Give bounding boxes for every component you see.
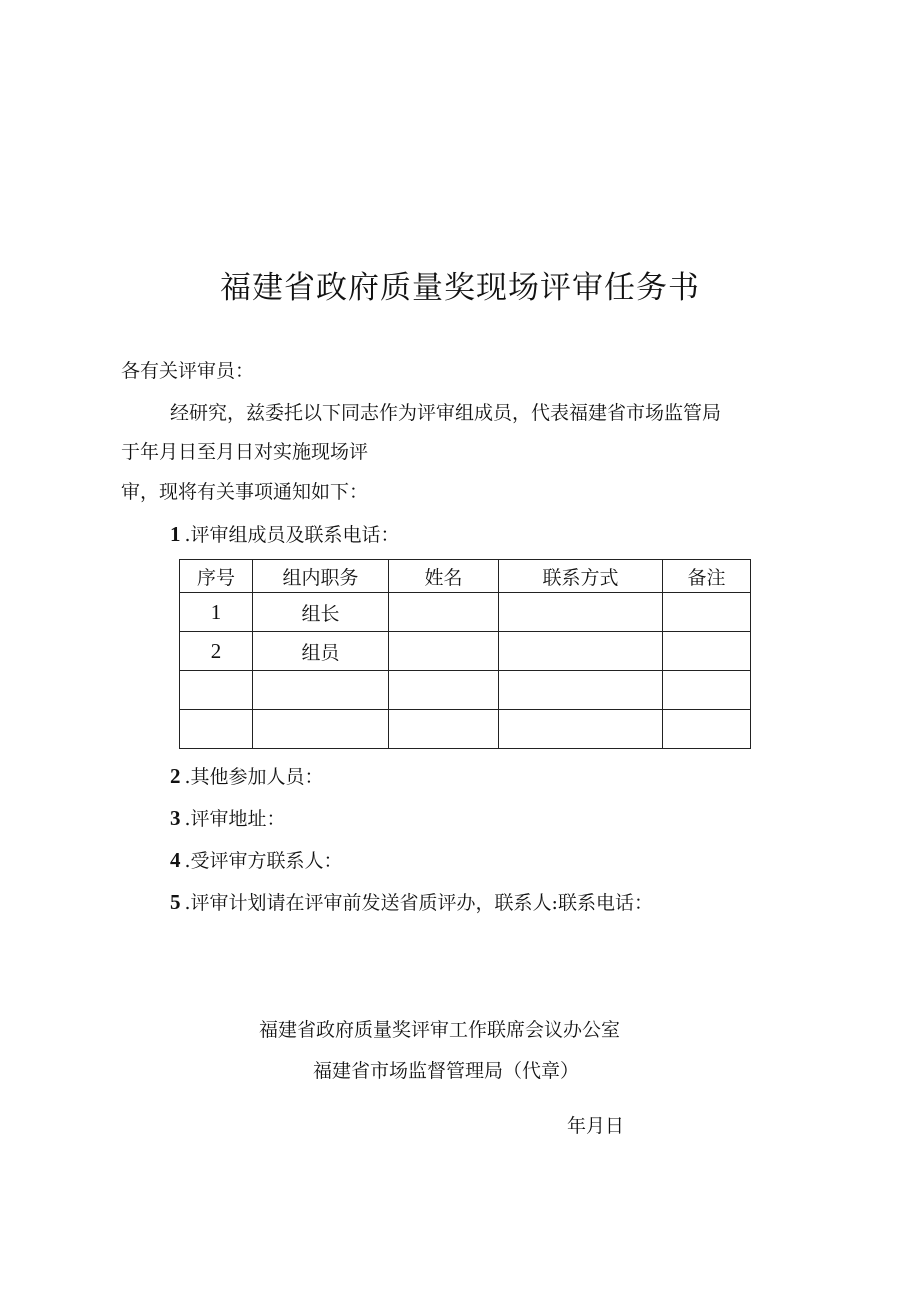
item-1 (170, 520, 400, 547)
cell-role: 组长 (253, 593, 389, 632)
table-row (180, 710, 751, 749)
table-row (180, 671, 751, 710)
item-number: 3 (170, 806, 181, 830)
intro-line-3: 审，现将有关事项通知如下： (121, 481, 369, 503)
cell-contact (499, 671, 663, 710)
cell-remark (663, 710, 751, 749)
signature-office: 福建省政府质量奖评审工作联席会议办公室 (259, 1019, 621, 1041)
item-number: 5 (170, 890, 181, 914)
cell-role: 组员 (253, 632, 389, 671)
cell-contact (499, 710, 663, 749)
cell-seq (180, 671, 253, 710)
header-name: 姓名 (389, 560, 499, 593)
cell-remark (663, 632, 751, 671)
header-remark: 备注 (663, 560, 751, 593)
item-text: .其他参加人员： (184, 766, 324, 788)
salutation: 各有关评审员： (121, 360, 255, 382)
item-number: 4 (170, 848, 181, 872)
cell-contact (499, 593, 663, 632)
cell-seq: 2 (180, 632, 253, 671)
signature-date: 年月日 (567, 1115, 625, 1137)
item-5 (170, 888, 653, 915)
cell-contact (499, 632, 663, 671)
cell-remark (663, 671, 751, 710)
item-2 (170, 762, 324, 789)
header-seq: 序号 (180, 560, 253, 593)
intro-line-1: 经研究，兹委托以下同志作为评审组成员，代表福建省市场监管局 (170, 402, 722, 424)
item-number: 2 (170, 764, 181, 788)
members-table (179, 559, 751, 749)
item-4 (170, 846, 343, 873)
header-contact: 联系方式 (499, 560, 663, 593)
cell-remark (663, 593, 751, 632)
cell-role (253, 671, 389, 710)
cell-name (389, 671, 499, 710)
item-text: .评审地址： (184, 808, 286, 830)
cell-role (253, 710, 389, 749)
item-text: .评审组成员及联系电话： (184, 524, 400, 546)
cell-name (389, 710, 499, 749)
item-text: .受评审方联系人： (184, 850, 343, 872)
header-role: 组内职务 (253, 560, 389, 593)
document-title: 福建省政府质量奖现场评审任务书 (220, 270, 700, 306)
item-3 (170, 804, 286, 831)
item-text: .评审计划请在评审前发送省质评办，联系人:联系电话： (184, 892, 653, 914)
signature-bureau: 福建省市场监督管理局（代章） (313, 1060, 580, 1082)
cell-seq (180, 710, 253, 749)
table-header-row (180, 560, 751, 593)
cell-name (389, 593, 499, 632)
item-number: 1 (170, 522, 181, 546)
intro-line-2: 于年月日至月日对实施现场评 (121, 441, 369, 463)
table-row (180, 632, 751, 671)
cell-seq: 1 (180, 593, 253, 632)
table-row (180, 593, 751, 632)
cell-name (389, 632, 499, 671)
